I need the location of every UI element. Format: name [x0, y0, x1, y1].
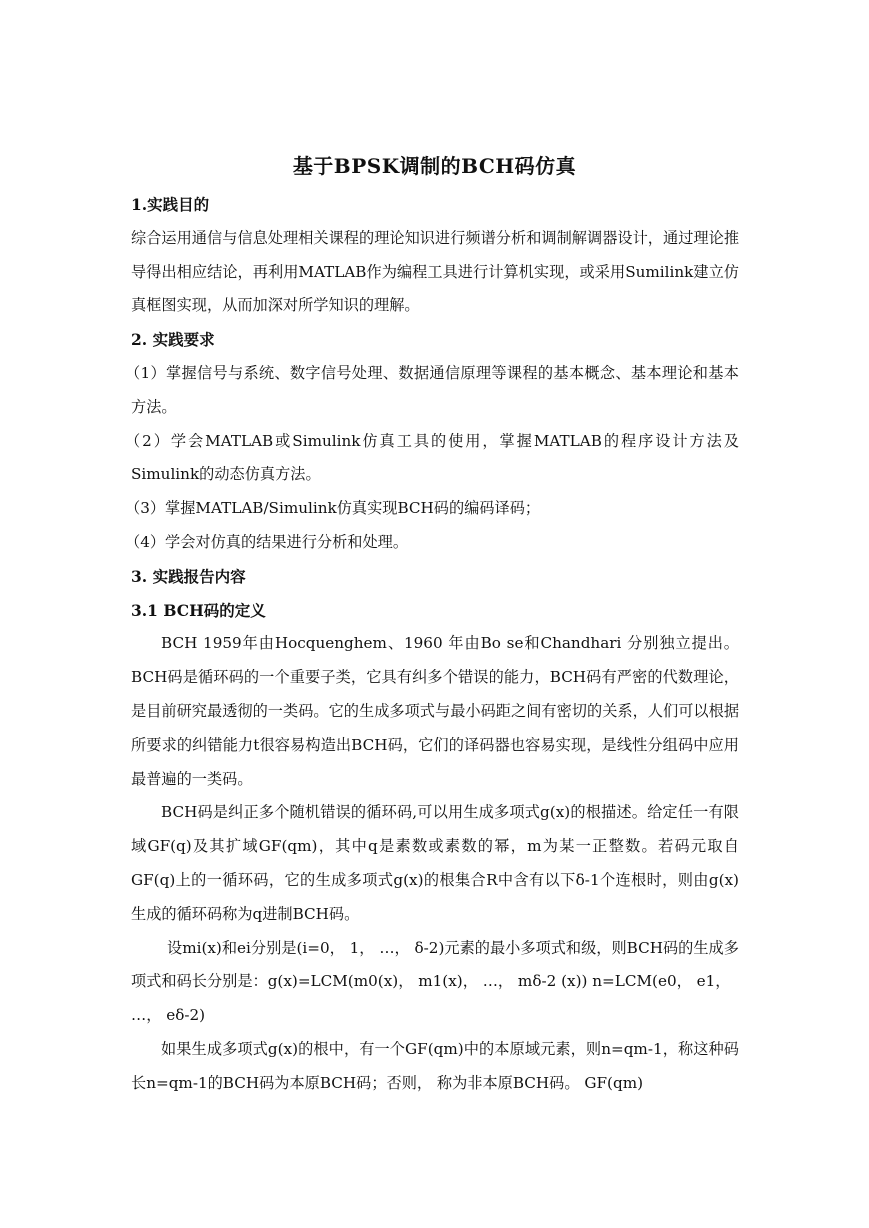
requirement-item-4: （4）学会对仿真的结果进行分析和处理。 — [125, 532, 409, 551]
section-paragraph-purpose: 综合运用通信与信息处理相关课程的理论知识进行频谱分析和调制解调器设计，通过理论推导得出相应结论，再利用MATLAB作为编程工具进行计算机实现，或采用Sumilink建立仿真框图实现，从而加深对所学知识的理解。 — [131, 228, 739, 315]
requirement-item-2: （2）学会MATLAB或Simulink仿真工具的使用，掌握MATLAB的程序设计方法及Simulink的动态仿真方法。 — [125, 431, 739, 484]
requirement-item-3: （3）掌握MATLAB/Simulink仿真实现BCH码的编码译码； — [125, 499, 541, 518]
bch-paragraph-2: BCH码是纠正多个随机错误的循环码,可以用生成多项式g(x)的根描述。给定任一有限域GF(q)及其扩域GF(qm)，其中q是素数或素数的幂，m为某一正整数。若码元取自GF(q)上的一循环码，它的生成多项式g(x)的根集合R中含有以下δ-1个连根时，则由g(x)生成的循环码称为q进制BCH码。 — [131, 803, 739, 923]
section-heading-bch-definition: 3.1 BCH码的定义 — [131, 600, 266, 620]
section-heading-report: 3. 实践报告内容 — [131, 566, 246, 586]
document-title: 基于BPSK调制的BCH码仿真 — [292, 154, 577, 178]
section-heading-requirements: 2. 实践要求 — [131, 330, 215, 350]
bch-paragraph-3: 设mi(x)和ei分别是(i=0， 1， …， δ-2)元素的最小多项式和级，则BCH码的生成多项式和码长分别是：g(x)=LCM(m0(x)， m1(x)， …， mδ-2 (x)) n=LCM(e0， e1， …， eδ-2) — [131, 938, 739, 1025]
bch-paragraph-1: BCH 1959年由Hocquenghem、1960 年由Bo se和Chandhari 分别独立提出。BCH码是循环码的一个重要子类，它具有纠多个错误的能力，BCH码有严密的代数理论，是目前研究最透彻的一类码。它的生成多项式与最小码距之间有密切的关系，人们可以根据所要求的纠错能力t很容易构造出BCH码，它们的译码器也容易实现，是线性分组码中应用最普遍的一类码。 — [131, 634, 739, 788]
requirement-item-1: （1）掌握信号与系统、数字信号处理、数据通信原理等课程的基本概念、基本理论和基本方法。 — [125, 363, 739, 416]
document-body — [125, 188, 739, 1101]
bch-paragraph-4: 如果生成多项式g(x)的根中，有一个GF(qm)中的本原域元素，则n=qm-1，称这种码长n=qm-1的BCH码为本原BCH码；否则， 称为非本原BCH码。 GF(qm) — [131, 1039, 739, 1092]
section-heading-purpose: 1.实践目的 — [131, 195, 210, 214]
